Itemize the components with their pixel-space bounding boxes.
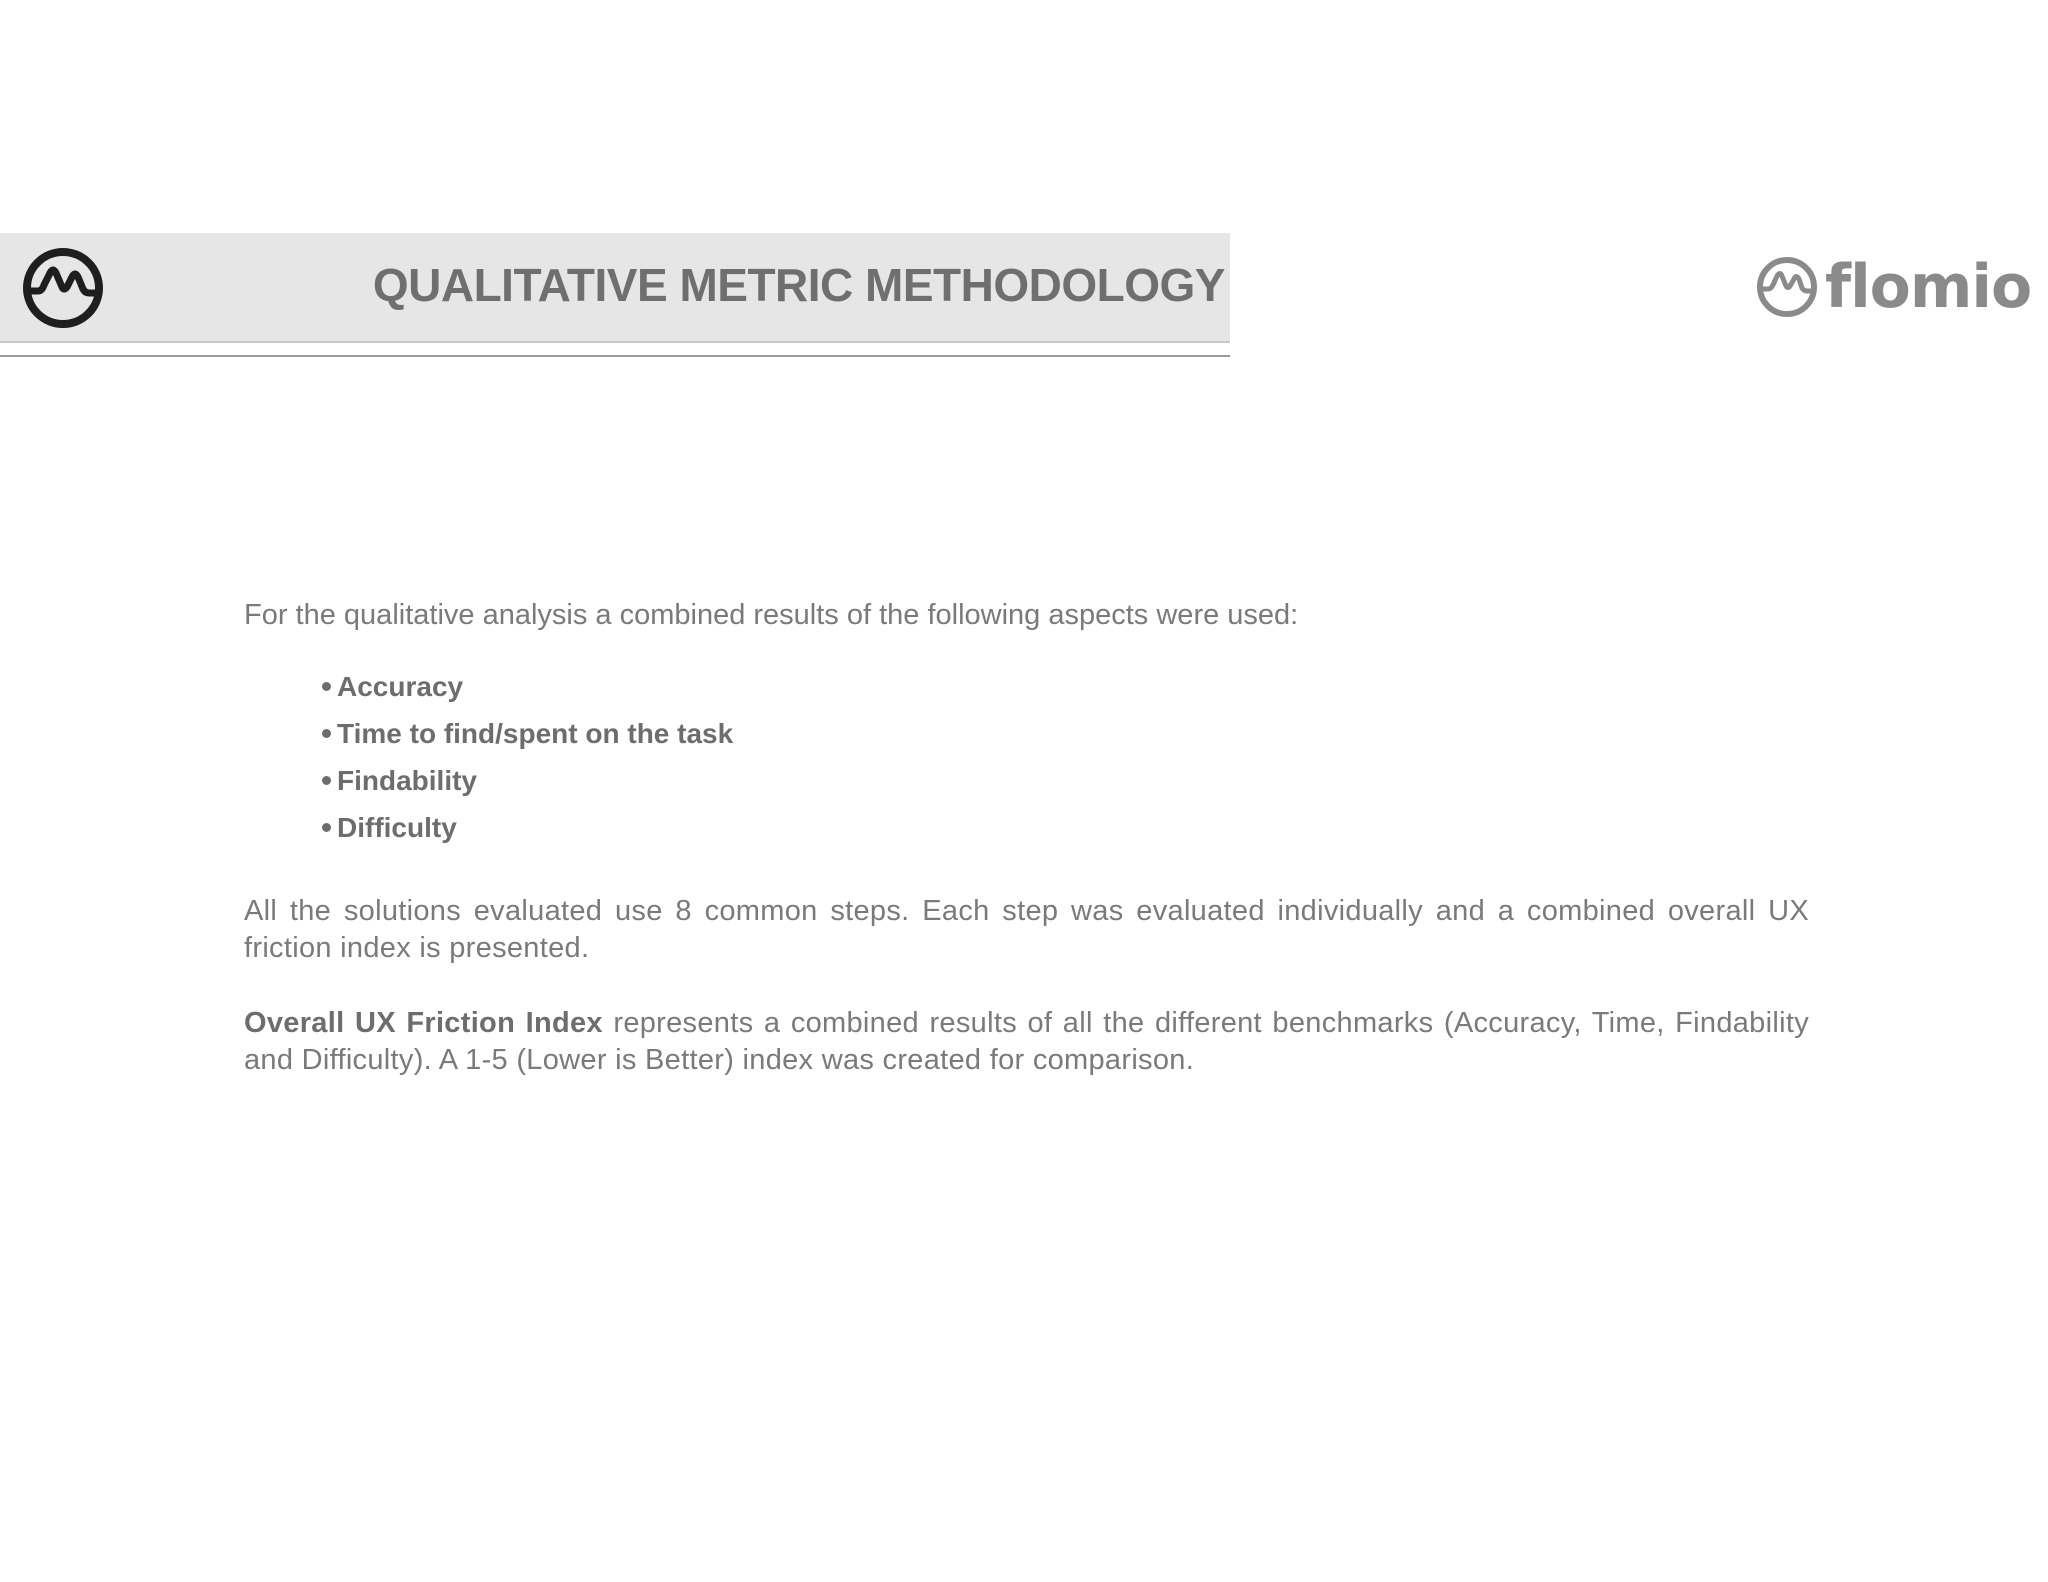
methodology-body: [244, 594, 1809, 1079]
waveform-circle-icon: [1755, 255, 1819, 319]
list-item: [322, 804, 1809, 851]
aspect-label: Accuracy: [337, 671, 464, 702]
intro-text: For the qualitative analysis a combined results of the following aspects were used:: [244, 599, 1299, 631]
friction-index-paragraph: [244, 1005, 1809, 1079]
aspect-label: Findability: [337, 765, 477, 796]
aspect-label: Time to find/spent on the task: [337, 718, 734, 749]
brand-logo: [1755, 252, 2031, 322]
steps-paragraph: All the solutions evaluated use 8 common steps. Each step was evaluated individually and a combined overall UX friction index is presented.: [244, 895, 1809, 964]
aspects-list: [322, 663, 1809, 851]
brand-wordmark: flomio: [1825, 252, 2032, 322]
bullet-icon: [322, 823, 331, 832]
list-item: [322, 710, 1809, 757]
friction-index-description: represents a combined results of all the different benchmarks (Accuracy, Time, Findability and Difficulty). A 1-5 (Lower is Better) index was created for comparison.: [244, 1007, 1809, 1076]
friction-index-term: Overall UX Friction Index: [244, 1007, 603, 1039]
waveform-circle-icon: [20, 245, 106, 331]
title-underline: [0, 355, 1230, 357]
list-item: [322, 757, 1809, 804]
aspect-label: Difficulty: [337, 812, 457, 843]
list-item: [322, 663, 1809, 710]
bullet-icon: [322, 729, 331, 738]
bullet-icon: [322, 776, 331, 785]
bullet-icon: [322, 682, 331, 691]
page-title: QUALITATIVE METRIC METHODOLOGY: [372, 259, 1225, 311]
